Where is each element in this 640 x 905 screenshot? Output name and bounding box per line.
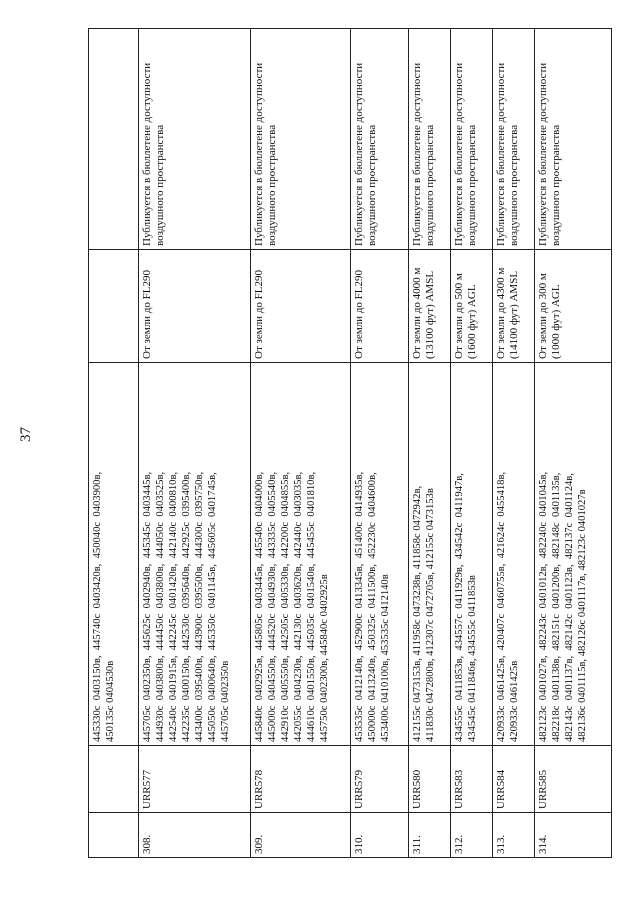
table-row: [451, 29, 493, 858]
area-code: URR577: [139, 746, 251, 813]
publication-note: Публикуется в бюллетене доступности воздушного пространства: [493, 29, 535, 250]
area-code: URR580: [409, 746, 451, 813]
table-row: [89, 29, 139, 858]
row-number: 308.: [139, 813, 251, 858]
table-row: [251, 29, 351, 858]
publication-note: Публикуется в бюллетене доступности воздушного пространства: [451, 29, 493, 250]
row-number: 314.: [535, 813, 612, 858]
coordinates-cell: [409, 363, 451, 746]
page-number: 37: [18, 427, 34, 442]
coordinates-text: 445705с 0402350в, 445625с 0402940в, 445345с 0403445в, 444930с 0403800в, 444450с 0403800в, 444050с 0403525в, 442540с 0401915в, 442245с 0401420в, 442140с 0400810в, 442235с 0400150в, 442530с 0395640в, 442925с 0395400в, 443400с 0395400в, 443900с 0395500в, 444300с 0395750в, 445050с 0400640в, 445350с 0401145в, 445605с 0401745в, 445705с 0402350в: [142, 471, 231, 742]
coordinates-cell: [89, 363, 139, 746]
table-row: [493, 29, 535, 858]
row-number: [89, 813, 139, 858]
coordinates-text: 482123с 0401027в, 482243с 0401012в, 482240с 0401045в, 482218с 0401138в, 482151с 0401200в, 482148с 0401135в, 482143с 0401137в, 482142с 0401123в, 482137с 0401124в, 482136с 0401115в, 482126с 0401117в, 482123с 0401027в: [538, 471, 588, 742]
area-code: [89, 746, 139, 813]
publication-note: Публикуется в бюллетене доступности воздушного пространства: [139, 29, 251, 250]
table-row: [351, 29, 409, 858]
row-number: 313.: [493, 813, 535, 858]
altitude-limits: От земли до 300 м (1000 фут) AGL: [535, 250, 612, 363]
altitude-limits: От земли до FL290: [351, 250, 409, 363]
row-number: 310.: [351, 813, 409, 858]
coordinates-text: 412155с 0473153в, 411958с 0473238в, 411858с 0472942в, 411830с 0472800в, 412307с 0472705в, 412155с 0473153в: [412, 485, 436, 742]
row-number: 309.: [251, 813, 351, 858]
rotated-table-container: [88, 38, 611, 858]
publication-note: Публикуется в бюллетене доступности воздушного пространства: [535, 29, 612, 250]
area-code: URR579: [351, 746, 409, 813]
table-row: [535, 29, 612, 858]
table-row: [139, 29, 251, 858]
publication-note: Публикуется в бюллетене доступности воздушного пространства: [409, 29, 451, 250]
area-code: URR583: [451, 746, 493, 813]
altitude-limits: От земли до 4000 м (13100 фут) AMSL: [409, 250, 451, 363]
coordinates-text: 434555с 0411853в, 434557с 0411929в, 434542с 0411947в, 434545с 0411846в, 434555с 0411853в: [454, 473, 478, 742]
altitude-limits: От земли до 4300 м (14100 фут) AMSL: [493, 250, 535, 363]
area-code: URR584: [493, 746, 535, 813]
area-code: URR585: [535, 746, 612, 813]
publication-note: Публикуется в бюллетене доступности воздушного пространства: [351, 29, 409, 250]
altitude-limits: [89, 250, 139, 363]
coordinates-text: 420933с 0461425в, 420407с 0460755в, 421624с 0455418в, 420933с 0461425в: [496, 471, 520, 742]
table-row: [409, 29, 451, 858]
altitude-limits: От земли до FL290: [139, 250, 251, 363]
altitude-limits: От земли до FL290: [251, 250, 351, 363]
publication-note: Публикуется в бюллетене доступности воздушного пространства: [251, 29, 351, 250]
coordinates-text: 445840с 0402925в, 445805с 0403445в, 445540с 0404000в, 445000с 0404550в, 444520с 0404930в, 443335с 0405540в, 442910с 0405550в, 442505с 0405330в, 442200с 0404855в, 442055с 0404230в, 442130с 0403620в, 442440с 0403035в, 444610с 0401550в, 445035с 0401540в, 445455с 0401810в, 445750с 0402300в, 445840с 0402925в: [254, 471, 330, 742]
row-number: 311.: [409, 813, 451, 858]
publication-note: [89, 29, 139, 250]
coordinates-cell: [351, 363, 409, 746]
area-code: URR578: [251, 746, 351, 813]
altitude-limits: От земли до 500 м (1600 фут) AGL: [451, 250, 493, 363]
coordinates-text: 445330с 0403150в, 445740с 0403420в, 450040с 0403900в, 450135с 0404530в: [92, 471, 116, 742]
coordinates-cell: [493, 363, 535, 746]
restricted-areas-table: [88, 28, 612, 858]
coordinates-cell: [451, 363, 493, 746]
coordinates-text: 453535с 0412140в, 452900с 0413345в, 451400с 0414935в, 450000с 0413240в, 450325с 0411500в, 452230с 0404600в, 453400с 0410100в, 453535с 0412140в: [354, 471, 391, 742]
coordinates-cell: [251, 363, 351, 746]
coordinates-cell: [535, 363, 612, 746]
row-number: 312.: [451, 813, 493, 858]
coordinates-cell: [139, 363, 251, 746]
